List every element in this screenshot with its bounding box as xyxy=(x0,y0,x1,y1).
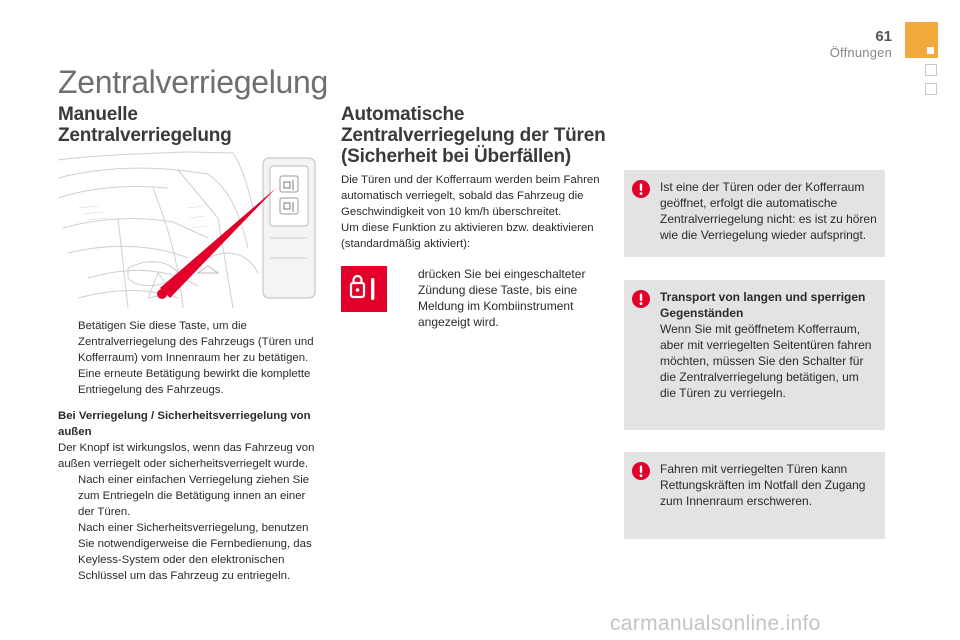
notice-box xyxy=(624,170,885,257)
notice-box xyxy=(624,452,885,539)
notice-title: Transport von langen und sperrigen Gegenständen xyxy=(660,290,866,320)
heading-line: Zentralverriegelung xyxy=(58,125,232,146)
lock-button-icon xyxy=(341,266,387,312)
outside-lock-section xyxy=(58,408,320,584)
warning-icon xyxy=(632,180,650,198)
heading-line: Manuelle xyxy=(58,104,138,125)
section-name: Öffnungen xyxy=(829,45,892,60)
warning-icon xyxy=(632,462,650,480)
chapter-tab[interactable] xyxy=(925,83,937,95)
page-number: 61 xyxy=(875,28,892,45)
list-item: Nach einer einfachen Verriegelung ziehen Sie zum Entriegeln die Betätigung innen an einer der Türen. xyxy=(78,474,310,518)
watermark: carmanualsonline.info xyxy=(610,612,821,635)
chapter-tab-active[interactable] xyxy=(905,22,938,58)
heading-line: Automatische xyxy=(341,104,465,125)
outside-subheading: Bei Verriegelung / Sicherheitsverriegelung von außen xyxy=(58,410,311,438)
chapter-tab[interactable] xyxy=(925,64,937,76)
notice-text: Wenn Sie mit geöffnetem Kofferraum, aber mit verriegelten Seitentüren fahren möchten, müssen Sie den Schalter für die Zentralverriegelung betätigen, um die Türen zu verriegeln. xyxy=(660,322,872,400)
heading-line: Zentralverriegelung der Türen xyxy=(341,125,606,146)
outside-text: Der Knopf ist wirkungslos, wenn das Fahrzeug von außen verriegelt oder sicherheitsverriegelt wurde. xyxy=(58,442,315,470)
notice-box xyxy=(624,280,885,430)
manual-heading xyxy=(58,104,318,146)
list-item: Eine erneute Betätigung bewirkt die komplette Entriegelung des Fahrzeugs. xyxy=(78,368,311,396)
heading-line: (Sicherheit bei Überfällen) xyxy=(341,146,572,167)
warning-icon xyxy=(632,290,650,308)
auto-paragraph: Die Türen und der Kofferraum werden beim Fahren automatisch verriegelt, sobald das Fahrzeug die Geschwindigkeit von 10 km/h überschreitet. xyxy=(341,174,600,218)
auto-description xyxy=(341,172,606,252)
auto-press-instruction xyxy=(398,266,610,330)
tab-square-icon xyxy=(927,47,934,54)
page-title: Zentralverriegelung xyxy=(58,64,329,100)
center-console-illustration xyxy=(58,148,320,310)
auto-heading xyxy=(341,104,611,167)
notice-text: Fahren mit verriegelten Türen kann Rettungskräften im Notfall den Zugang zum Innenraum erschweren. xyxy=(660,462,866,508)
list-item: drücken Sie bei eingeschalteter Zündung diese Taste, bis eine Meldung im Kombiinstrument angezeigt wird. xyxy=(418,267,586,329)
list-item: Nach einer Sicherheitsverriegelung, benutzen Sie notwendigerweise die Fernbedienung, das Keyless-System oder den elektronischen Schlüssel um das Fahrzeug zu entriegeln. xyxy=(78,522,312,582)
list-item: Betätigen Sie diese Taste, um die Zentralverriegelung des Fahrzeugs (Türen und Kofferraum) vom Innenraum her zu betätigen. xyxy=(78,320,314,364)
auto-paragraph: Um diese Funktion zu aktivieren bzw. deaktivieren (standardmäßig aktiviert): xyxy=(341,222,594,250)
manual-instructions xyxy=(58,318,320,398)
notice-text: Ist eine der Türen oder der Kofferraum geöffnet, erfolgt die automatische Zentralverriegelung nicht: es ist zu hören wie die Verriegelung wieder aufspringt. xyxy=(660,180,877,242)
